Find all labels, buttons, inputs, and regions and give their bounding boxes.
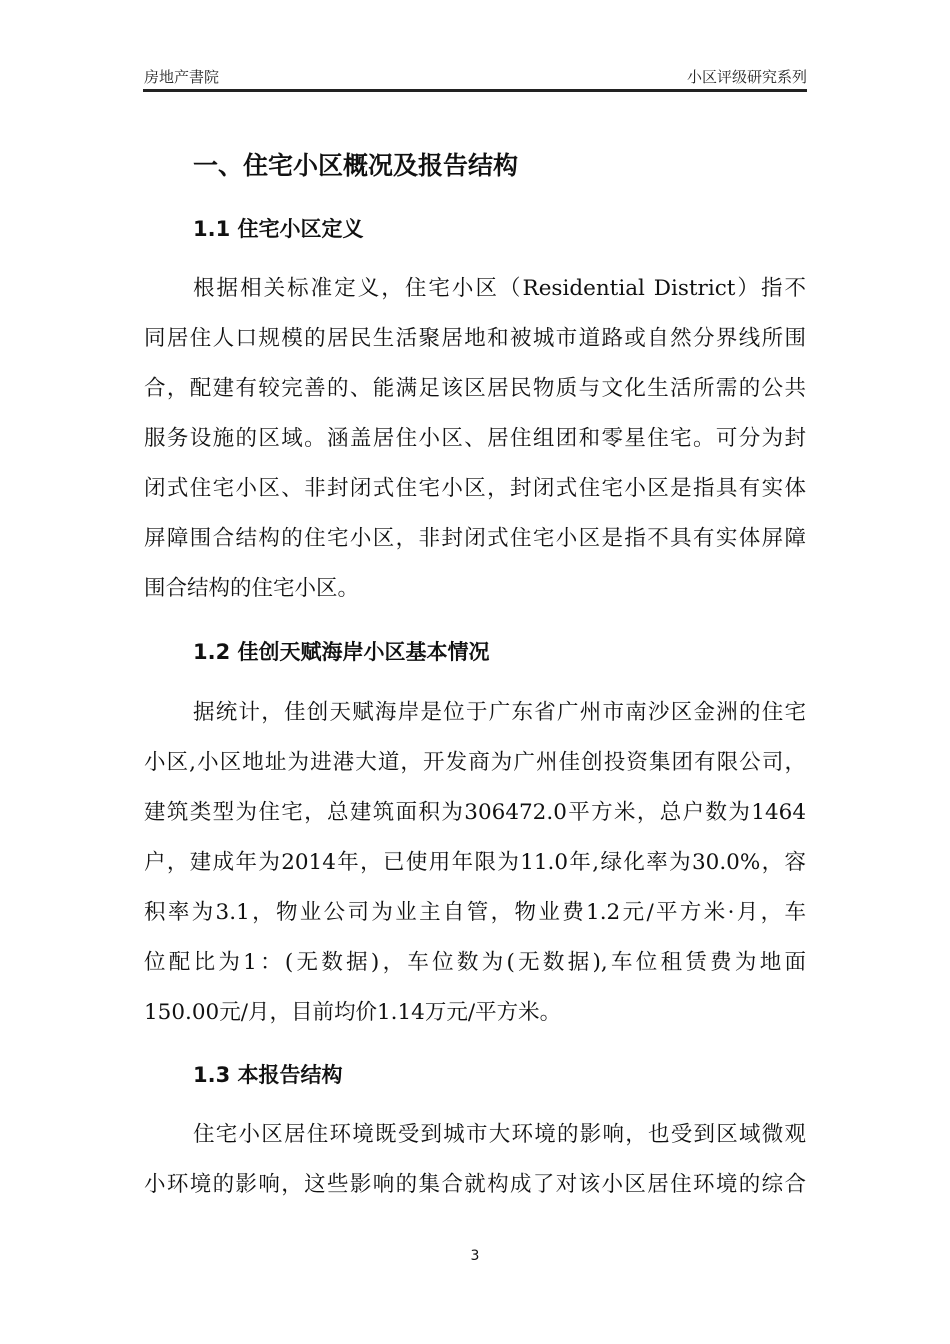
paragraph-line: 根据相关标准定义，住宅小区（Residential District）指不 xyxy=(193,276,806,301)
paragraph-line: 建筑类型为住宅，总建筑面积为306472.0平方米，总户数为1464 xyxy=(144,800,806,825)
paragraph-line: 位配比为1：(无数据)，车位数为(无数据),车位租赁费为地面 xyxy=(144,950,806,975)
paragraph-line: 围合结构的住宅小区。 xyxy=(144,576,360,601)
header-right: 小区评级研究系列 xyxy=(686,68,807,86)
header-rule xyxy=(143,89,807,92)
paragraph-line: 户，建成年为2014年，已使用年限为11.0年,绿化率为30.0%，容 xyxy=(144,850,806,875)
paragraph-line: 据统计，佳创天赋海岸是位于广东省广州市南沙区金洲的住宅 xyxy=(193,700,806,725)
paragraph-line: 同居住人口规模的居民生活聚居地和被城市道路或自然分界线所围 xyxy=(144,326,806,351)
paragraph-line: 闭式住宅小区、非封闭式住宅小区，封闭式住宅小区是指具有实体 xyxy=(144,476,806,501)
heading-1-1: 1.1 住宅小区定义 xyxy=(193,217,364,241)
paragraph-line: 积率为3.1，物业公司为业主自管，物业费1.2元/平方米·月，车 xyxy=(144,900,806,925)
section-title: 一、住宅小区概况及报告结构 xyxy=(193,151,519,180)
paragraph-line: 小区,小区地址为进港大道，开发商为广州佳创投资集团有限公司， xyxy=(144,750,806,775)
paragraph-line: 小环境的影响，这些影响的集合就构成了对该小区居住环境的综合 xyxy=(144,1172,806,1197)
paragraph-line: 150.00元/月，目前均价1.14万元/平方米。 xyxy=(144,1000,562,1025)
heading-1-2: 1.2 佳创天赋海岸小区基本情况 xyxy=(193,640,490,664)
heading-1-3: 1.3 本报告结构 xyxy=(193,1063,343,1087)
page-number: 3 xyxy=(470,1248,480,1264)
paragraph-line: 屏障围合结构的住宅小区，非封闭式住宅小区是指不具有实体屏障 xyxy=(144,526,806,551)
paragraph-line: 住宅小区居住环境既受到城市大环境的影响，也受到区域微观 xyxy=(193,1122,806,1147)
paragraph-line: 合，配建有较完善的、能满足该区居民物质与文化生活所需的公共 xyxy=(144,376,806,401)
paragraph-line: 服务设施的区域。涵盖居住小区、居住组团和零星住宅。可分为封 xyxy=(144,426,806,451)
header-left: 房地产書院 xyxy=(144,68,220,86)
